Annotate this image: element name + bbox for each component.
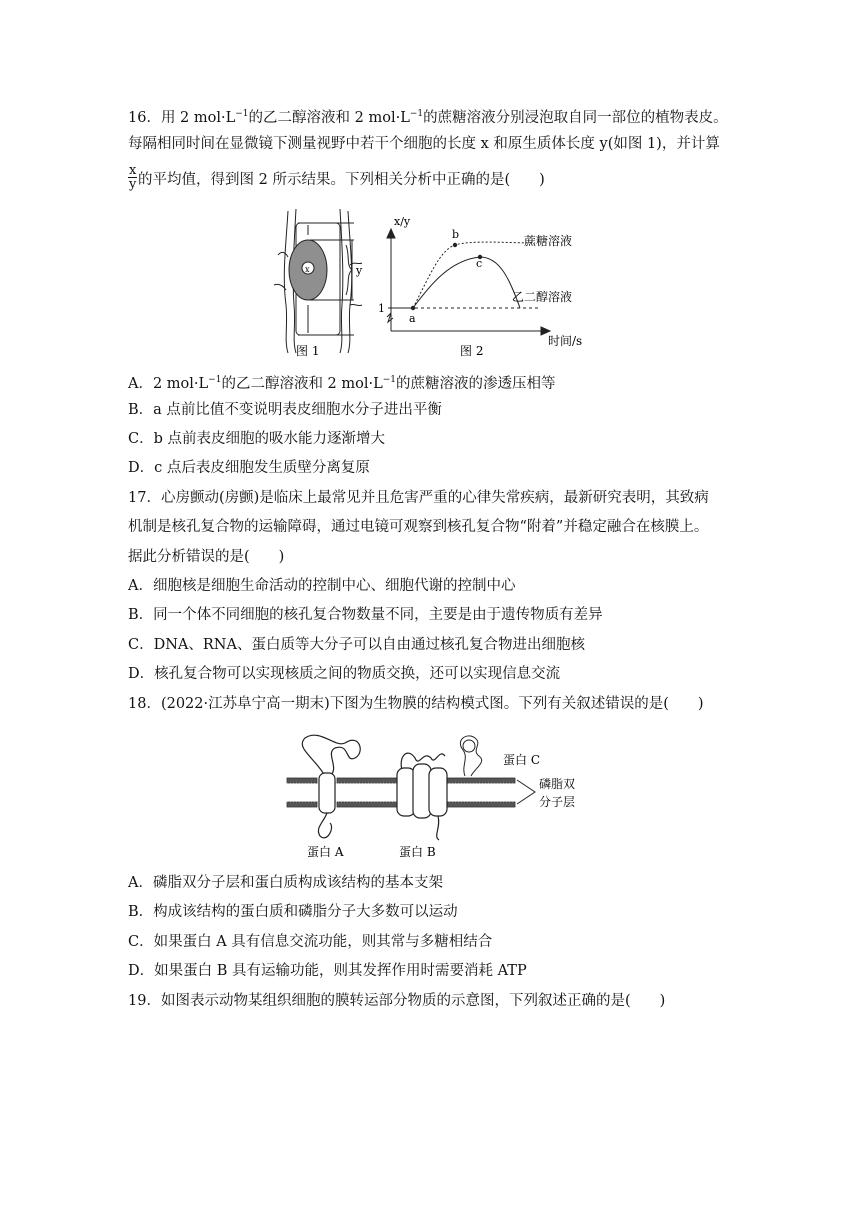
label-bilayer-1: 磷脂双 [539, 777, 576, 791]
q17-option-b: B．同一个体不同细胞的核孔复合物数量不同，主要是由于遗传物质有差异 [128, 607, 603, 623]
fig2-series-glycol: 乙二醇溶液 [512, 290, 573, 304]
q18-option-a: A．磷脂双分子层和蛋白质构成该结构的基本支架 [128, 875, 443, 891]
point-a [411, 306, 415, 310]
q17-option-a: A．细胞核是细胞生命活动的控制中心、细胞代谢的控制中心 [128, 578, 516, 594]
q16-line-1: 16．用 2 $mol\cdot L^{-1}$的乙二醇溶液和 2 $mol\cdot L^{-1}$的蔗糖溶液分别浸泡取自同一部位的植物表皮。 [128, 109, 728, 126]
label-protein-b: 蛋白 B [399, 845, 436, 859]
glycol-curve [391, 257, 520, 308]
q17-line-3: 据此分析错误的是( ) [128, 549, 285, 565]
fig2-label-a: a [409, 312, 416, 325]
point-b [453, 243, 457, 247]
q16-line-3: 的平均值，得到图 2 所示结果。下列相关分析中正确的是( ) [138, 172, 545, 188]
label-bilayer-2: 分子层 [539, 795, 576, 809]
fraction-x-over-y: $\frac{x}{y}$ [129, 163, 137, 192]
protein-b [397, 753, 447, 840]
q18-option-b: B．构成该结构的蛋白质和磷脂分子大多数可以运动 [128, 904, 458, 920]
fig2-tick-1: 1 [378, 302, 385, 315]
q16-option-b: B．a 点前比值不变说明表皮细胞水分子进出平衡 [128, 402, 442, 418]
label-protein-c: 蛋白 C [503, 753, 540, 767]
membrane-diagram [285, 728, 625, 863]
protein-c [460, 736, 481, 776]
fig1-x-label: x [305, 265, 310, 274]
q18-option-c: C．如果蛋白 A 具有信息交流功能，则其常与多糖相结合 [128, 934, 493, 950]
fig2-xlabel: 时间/s [548, 334, 583, 348]
q17-option-c: C．DNA、RNA、蛋白质等大分子可以自由通过核孔复合物进出细胞核 [128, 637, 585, 653]
fig1-caption: 图 1 [296, 344, 320, 358]
q17-line-2: 机制是核孔复合物的运输障碍，通过电镜可观察到核孔复合物“附着”并稳定融合在核膜上。 [128, 519, 709, 535]
q18-line-1: 18．(2022·江苏阜宁高一期末)下图为生物膜的结构模式图。下列有关叙述错误的是( ) [128, 696, 704, 712]
q18-option-d: D．如果蛋白 B 具有运输功能，则其发挥作用时需要消耗 ATP [128, 963, 527, 979]
q16-figures [270, 205, 605, 365]
protein-a [302, 735, 360, 838]
fig2-series-sucrose: 蔗糖溶液 [524, 234, 573, 248]
fig1-y-label: y [356, 264, 363, 277]
fig2-caption: 图 2 [460, 344, 484, 358]
fig2-label-c: c [476, 257, 483, 270]
q19-line-1: 19．如图表示动物某组织细胞的膜转运部分物质的示意图，下列叙述正确的是( ) [128, 993, 666, 1009]
q16-option-a: A．2 $mol\cdot L^{-1}$的乙二醇溶液和 2 $mol\cdot L^{-1}$的蔗糖溶液的渗透压相等 [128, 375, 556, 392]
q16-line-2: 每隔相同时间在显微镜下测量视野中若干个细胞的长度 x 和原生质体长度 y(如图 1)，并计算 [128, 136, 720, 152]
label-protein-a: 蛋白 A [307, 845, 344, 859]
q17-option-d: D．核孔复合物可以实现核质之间的物质交换，还可以实现信息交流 [128, 666, 561, 682]
bilayer-bracket [517, 780, 535, 804]
fig2-ylabel: x/y [394, 215, 411, 228]
q17-line-1: 17．心房颤动(房颤)是临床上最常见并且危害严重的心律失常疾病，最新研究表明，其致病 [128, 490, 709, 506]
q16-option-d: D．c 点后表皮细胞发生质壁分离复原 [128, 460, 370, 476]
q16-option-c: C．b 点前表皮细胞的吸水能力逐渐增大 [128, 431, 385, 447]
fig2-label-b: b [452, 228, 460, 241]
